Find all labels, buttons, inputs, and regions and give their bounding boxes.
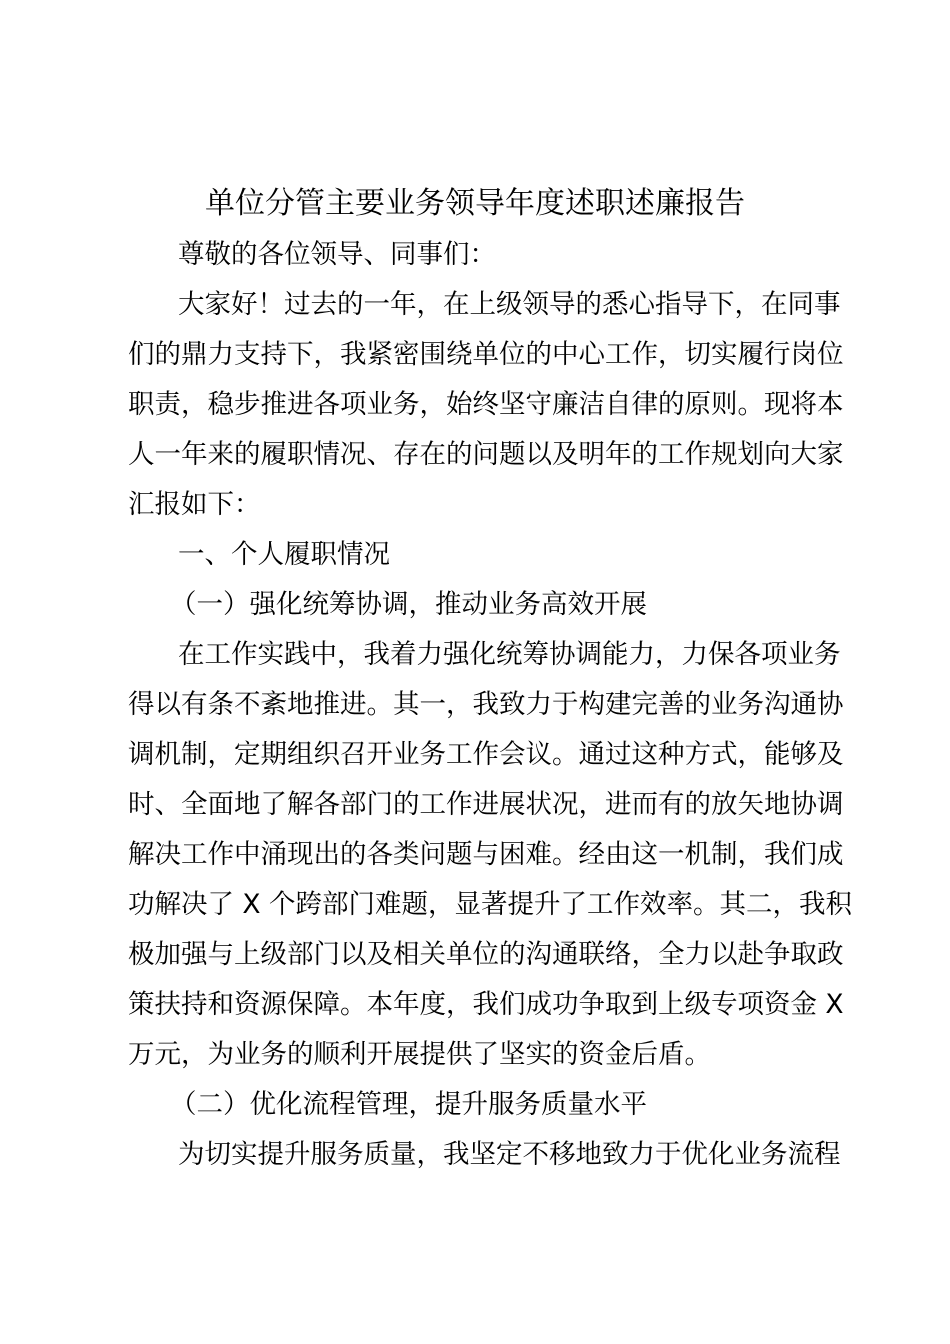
subsection-1-heading: （一）强化统筹协调，推动业务高效开展: [170, 589, 647, 620]
subsection-1-line-1: 在工作实践中，我着力强化统筹协调能力，力保各项业务: [178, 639, 841, 670]
subsection-1-line-3: 调机制，定期组织召开业务工作会议。通过这种方式，能够及: [128, 739, 844, 770]
subsection-1-line-8: 策扶持和资源保障。本年度，我们成功争取到上级专项资金 X: [128, 989, 844, 1020]
subsection-1-line-4: 时、全面地了解各部门的工作进展状况，进而有的放矢地协调: [128, 789, 844, 820]
intro-line-1: 大家好！过去的一年，在上级领导的悉心指导下，在同事: [178, 289, 841, 320]
salutation: 尊敬的各位领导、同事们：: [178, 239, 496, 270]
subsection-1-line-2: 得以有条不紊地推进。其一，我致力于构建完善的业务沟通协: [128, 689, 844, 720]
document-title: 单位分管主要业务领导年度述职述廉报告: [205, 186, 745, 221]
subsection-2-heading: （二）优化流程管理，提升服务质量水平: [170, 1089, 647, 1120]
intro-line-5: 汇报如下：: [128, 489, 261, 520]
subsection-2-line-1: 为切实提升服务质量，我坚定不移地致力于优化业务流程: [178, 1139, 841, 1170]
intro-line-2: 们的鼎力支持下，我紧密围绕单位的中心工作，切实履行岗位: [128, 339, 844, 370]
subsection-1-line-5: 解决工作中涌现出的各类问题与困难。经由这一机制，我们成: [128, 839, 844, 870]
subsection-1-line-6: 功解决了 X 个跨部门难题，显著提升了工作效率。其二，我积: [128, 889, 853, 920]
subsection-1-line-7: 极加强与上级部门以及相关单位的沟通联络，全力以赴争取政: [128, 939, 844, 970]
section-1-heading: 一、个人履职情况: [178, 539, 390, 570]
intro-line-4: 人一年来的履职情况、存在的问题以及明年的工作规划向大家: [128, 439, 844, 470]
intro-line-3: 职责，稳步推进各项业务，始终坚守廉洁自律的原则。现将本: [128, 389, 844, 420]
subsection-1-line-9: 万元，为业务的顺利开展提供了坚实的资金后盾。: [128, 1039, 711, 1070]
